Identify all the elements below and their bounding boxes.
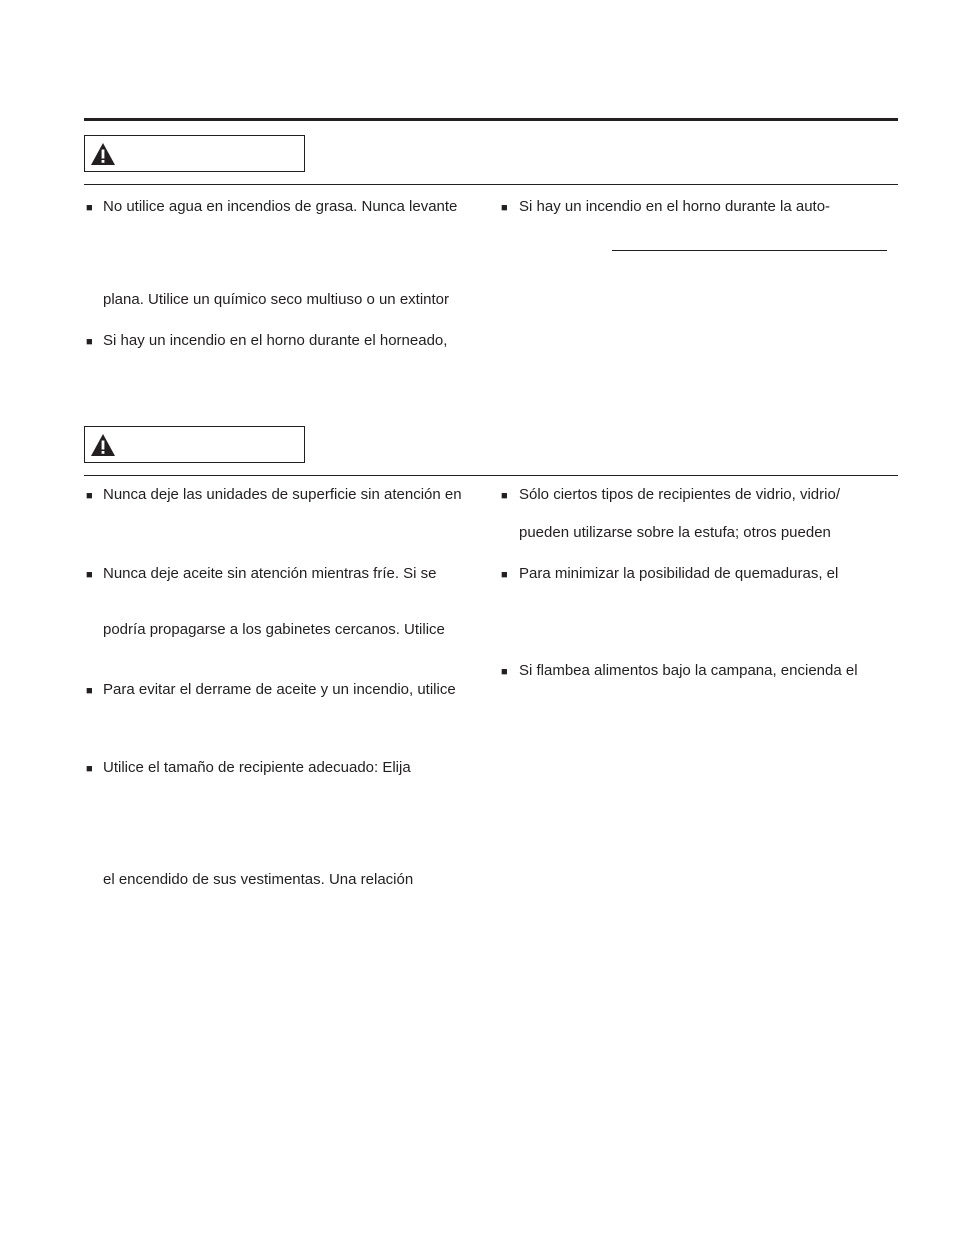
warning-triangle-icon (90, 433, 116, 457)
list-item-text: Nunca deje las unidades de superficie sin atención en (103, 486, 462, 503)
bullet-marker: ■ (86, 569, 93, 581)
list-item-text: Para minimizar la posibilidad de quemaduras, el (519, 565, 839, 582)
bullet-marker: ■ (86, 202, 93, 214)
list-item-text: Para evitar el derrame de aceite y un incendio, utilice (103, 681, 456, 698)
bullet-marker: ■ (86, 336, 93, 348)
list-item-text: Sólo ciertos tipos de recipientes de vidrio, vidrio/ (519, 486, 840, 503)
list-item-text: pueden utilizarse sobre la estufa; otros pueden (519, 524, 831, 541)
section-divider (84, 184, 898, 185)
warning-box (84, 426, 305, 463)
list-item-text: Si hay un incendio en el horno durante la auto- (519, 198, 831, 215)
bullet-marker: ■ (501, 569, 508, 581)
list-item-text: Si flambea alimentos bajo la campana, encienda el (519, 662, 858, 679)
list-item-text: el encendido de sus vestimentas. Una relación (103, 871, 414, 888)
underline-rule (612, 250, 887, 251)
bullet-marker: ■ (86, 490, 93, 502)
bullet-marker: ■ (86, 685, 93, 697)
bullet-marker: ■ (86, 763, 93, 775)
list-item-text: plana. Utilice un químico seco multiuso o un extintor (103, 291, 450, 308)
list-item-text: Utilice el tamaño de recipiente adecuado: Elija (103, 759, 411, 776)
list-item-text: No utilice agua en incendios de grasa. Nunca levante (103, 198, 458, 215)
bullet-marker: ■ (501, 490, 508, 502)
top-rule (84, 118, 898, 121)
warning-triangle-icon (90, 142, 116, 166)
list-item-text: podría propagarse a los gabinetes cercanos. Utilice (103, 621, 445, 638)
bullet-marker: ■ (501, 202, 508, 214)
warning-box (84, 135, 305, 172)
bullet-marker: ■ (501, 666, 508, 678)
list-item-text: Nunca deje aceite sin atención mientras fríe. Si se (103, 565, 437, 582)
section-divider (84, 475, 898, 476)
list-item-text: Si hay un incendio en el horno durante el horneado, (103, 332, 448, 349)
